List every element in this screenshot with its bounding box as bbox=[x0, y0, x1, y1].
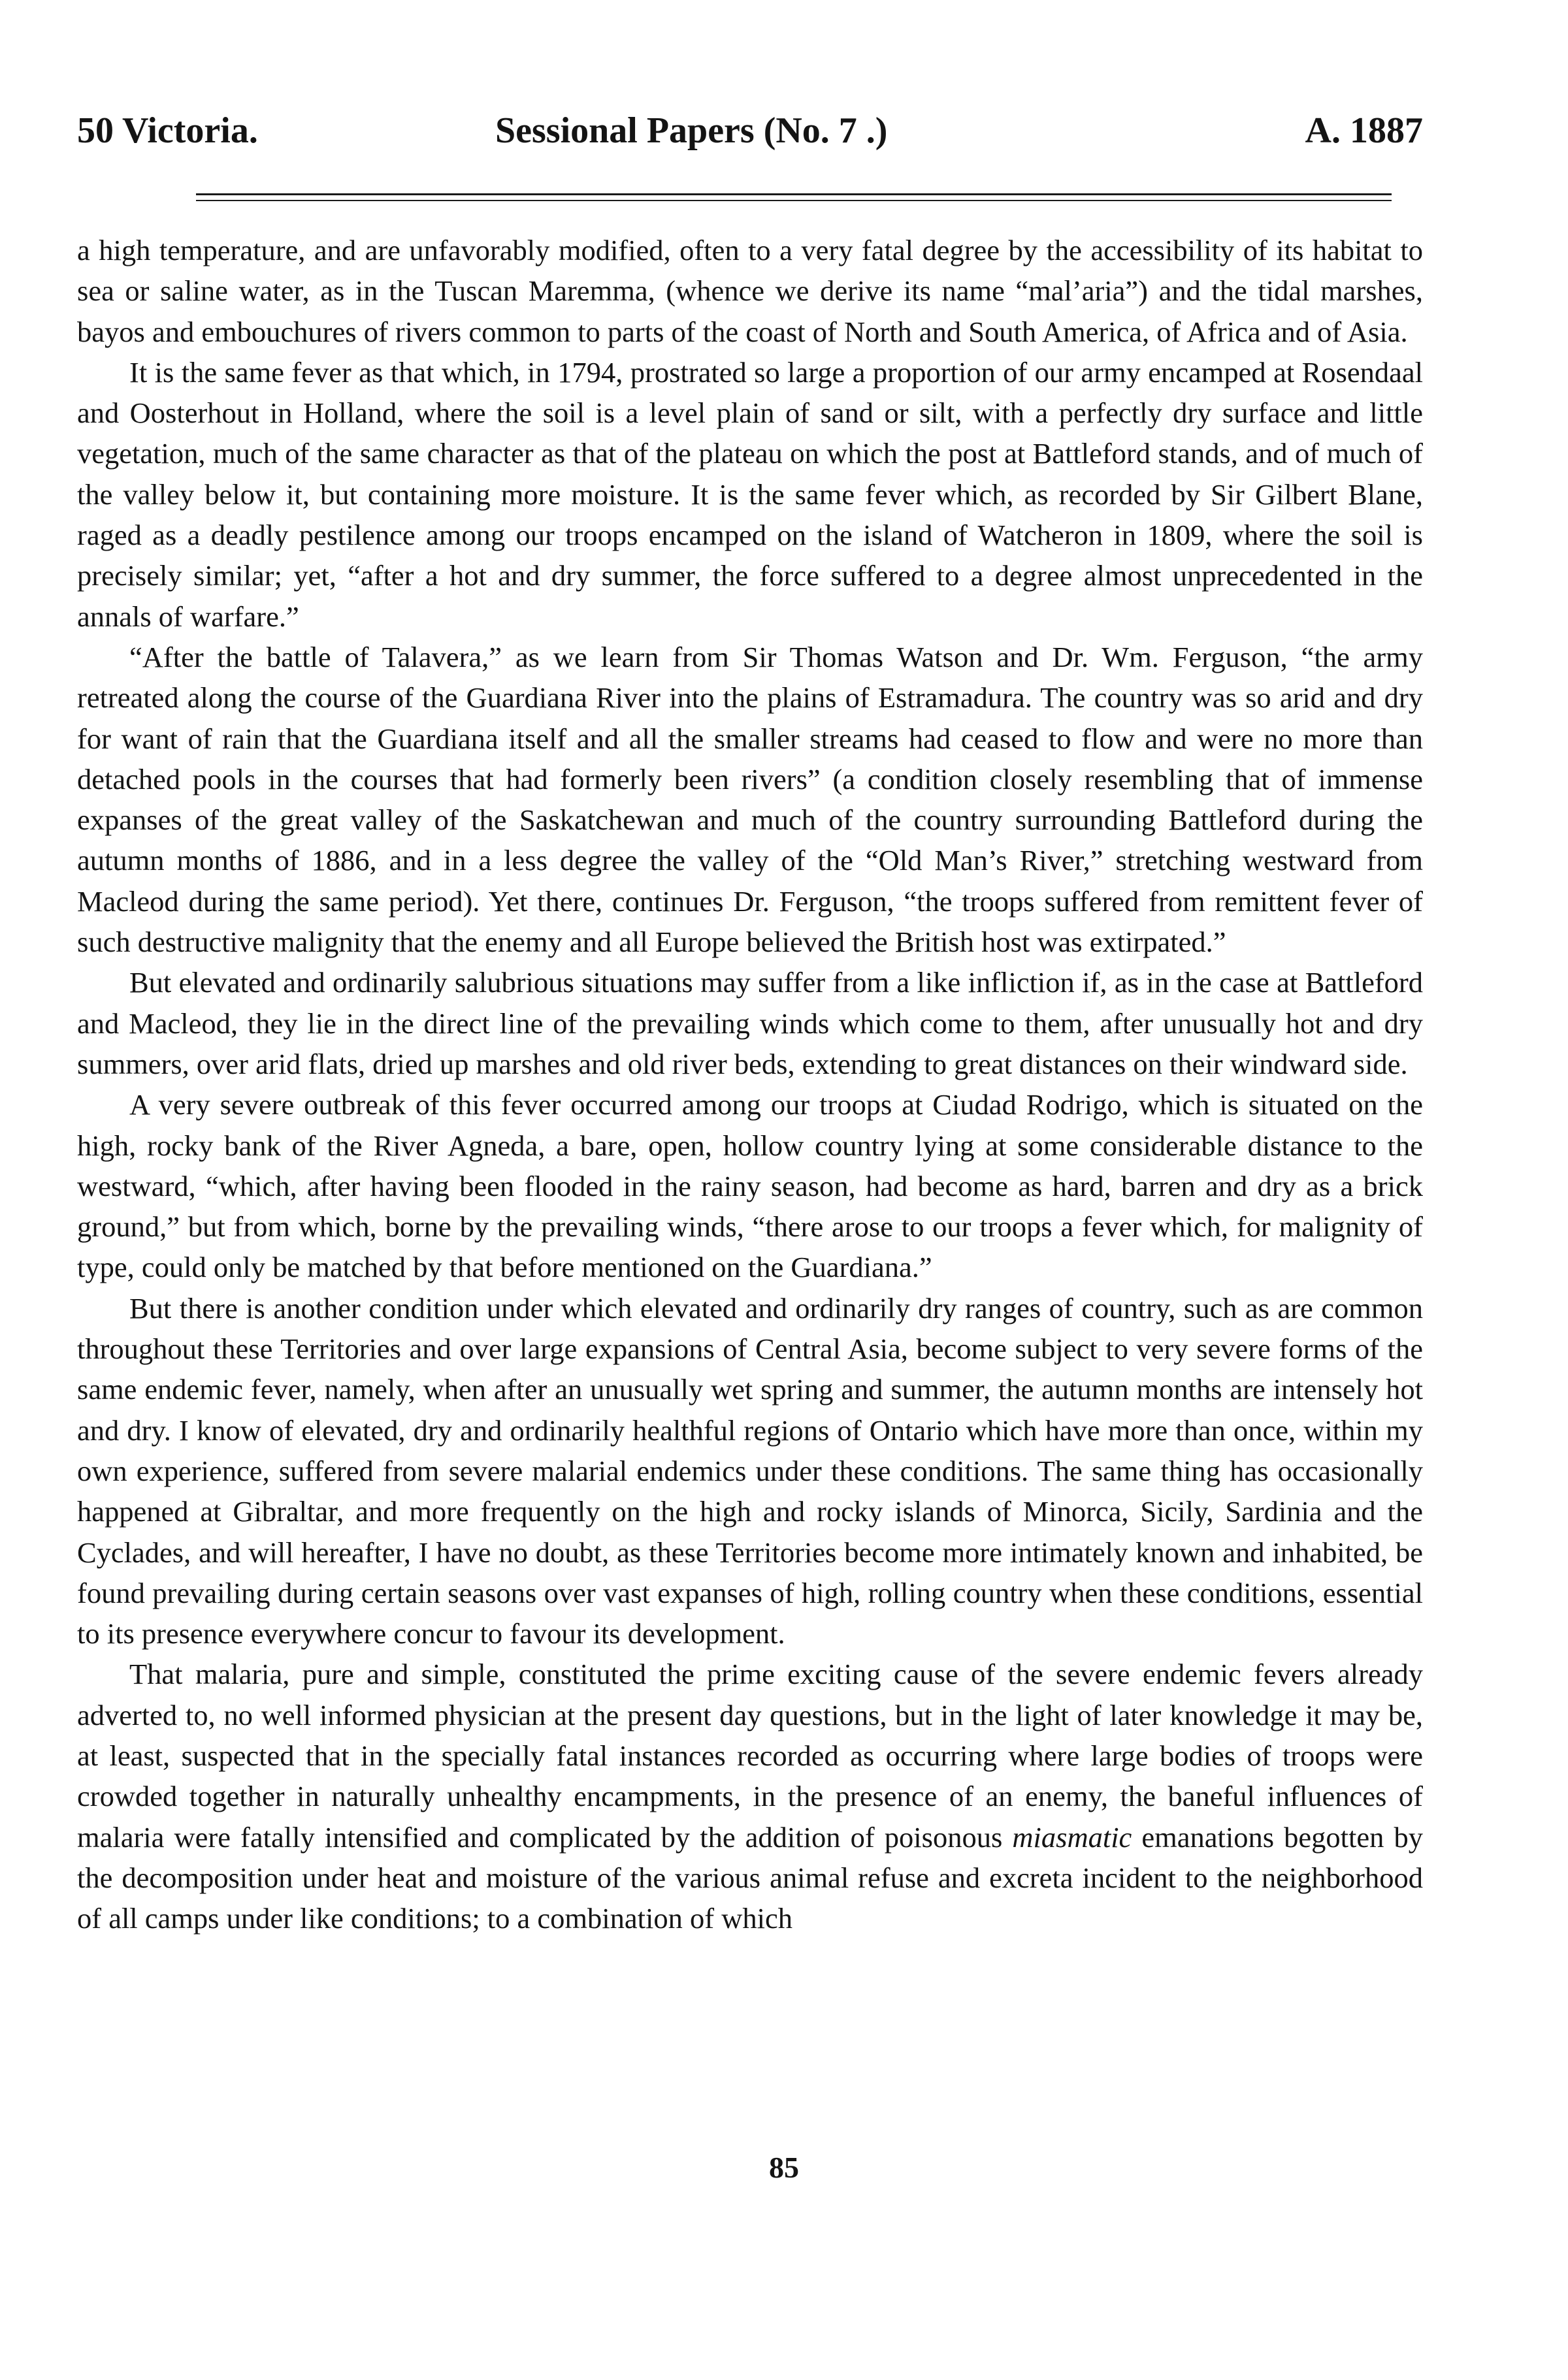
header-year: A. 1887 bbox=[1305, 110, 1423, 151]
running-header bbox=[77, 110, 1423, 155]
italic-term: miasmatic bbox=[1012, 1820, 1132, 1854]
paragraph-3: “After the battle of Talavera,” as we learn from Sir Thomas Watson and Dr. Wm. Ferguson, “the army retreated along the course of the Guardiana River into the plains of Estramadura. The country was so arid and dry for want of rain that the Guardiana itself and all the smaller streams had ceased to flow and were no more than detached pools in the courses that had formerly been rivers” (a condition closely resembling that of immense expanses of the great valley of the Saskatchewan and much of the country surrounding Battleford during the autumn months of 1886, and in a less degree the valley of the “Old Man’s River,” stretching westward from Macleod during the same period). Yet there, continues Dr. Ferguson, “the troops suffered from remittent fever of such destructive malignity that the enemy and all Europe believed the British host was extirpated.” bbox=[77, 640, 1423, 959]
header-title: Sessional Papers (No. 7 .) bbox=[495, 110, 888, 151]
header-rule-top bbox=[196, 193, 1392, 195]
page-number: 85 bbox=[769, 2151, 799, 2184]
body-text bbox=[77, 230, 1423, 1938]
header-rule-bottom bbox=[196, 200, 1392, 201]
paragraph-7-start: That malaria, pure and simple, constituted the prime exciting cause of the severe endemic fevers already adverted to, no well informed physician at the present day questions, but in the light of later knowledge it may be, at least, suspected that in the specially fatal instances recorded as occurring where large bodies of troops were crowded together in naturally unhealthy encampments, in the presence of an enemy, the baneful influences of malaria were fatally intensified and complicated by the addition of poisonous bbox=[77, 1658, 1423, 1854]
paragraph-7-end: emanations begotten by the decomposition under heat and moisture of the various animal refuse and excreta incident to the neighborhood of all camps under like conditions; to a combination of which bbox=[77, 1820, 1423, 1935]
paragraph-5: A very severe outbreak of this fever occurred among our troops at Ciudad Rodrigo, which is situated on the high, rocky bank of the River Agneda, a bare, open, hollow country lying at some considerable distance to the westward, “which, after having been flooded in the rainy season, had become as hard, barren and dry as a brick ground,” but from which, borne by the prevailing winds, “there arose to our troops a fever which, for malignity of type, could only be matched by that before mentioned on the Guardiana.” bbox=[77, 1088, 1423, 1284]
header-session: 50 Victoria. bbox=[77, 110, 258, 151]
paragraph-1: a high temperature, and are unfavorably modified, often to a very fatal degree by the accessibility of its habitat to sea or saline water, as in the Tuscan Maremma, (whence we derive its name “mal’aria”) and the tidal marshes, bayos and embouchures of rivers common to parts of the coast of North and South America, of Africa and of Asia. bbox=[77, 234, 1423, 348]
paragraph-4: But elevated and ordinarily salubrious situations may suffer from a like infliction if, as in the case at Battleford and Macleod, they lie in the direct line of the prevailing winds which come to them, after unusually hot and dry summers, over arid flats, dried up marshes and old river beds, extending to great distances on their windward side. bbox=[77, 966, 1423, 1080]
paragraph-2: It is the same fever as that which, in 1794, prostrated so large a proportion of our army encamped at Rosendaal and Oosterhout in Holland, where the soil is a level plain of sand or silt, with a perfectly dry surface and little vegetation, much of the same character as that of the plateau on which the post at Battleford stands, and of much of the valley below it, but containing more moisture. It is the same fever which, as recorded by Sir Gilbert Blane, raged as a deadly pestilence among our troops encamped on the island of Watcheron in 1809, where the soil is precisely similar; yet, “after a hot and dry summer, the force suffered to a degree almost unprecedented in the annals of warfare.” bbox=[77, 355, 1423, 633]
paragraph-7 bbox=[77, 1654, 1423, 1938]
paragraph-6: But there is another condition under which elevated and ordinarily dry ranges of country, such as are common throughout these Territories and over large expansions of Central Asia, become subject to very severe forms of the same endemic fever, namely, when after an unusually wet spring and summer, the autumn months are intensely hot and dry. I know of elevated, dry and ordinarily healthful regions of Ontario which have more than once, within my own experience, suffered from severe malarial endemics under these conditions. The same thing has occasionally happened at Gibraltar, and more frequently on the high and rocky islands of Minorca, Sicily, Sardinia and the Cyclades, and will hereafter, I have no doubt, as these Territories become more intimately known and inhabited, be found prevailing during certain seasons over vast expanses of high, rolling country when these conditions, essential to its presence everywhere concur to favour its development. bbox=[77, 1291, 1423, 1650]
